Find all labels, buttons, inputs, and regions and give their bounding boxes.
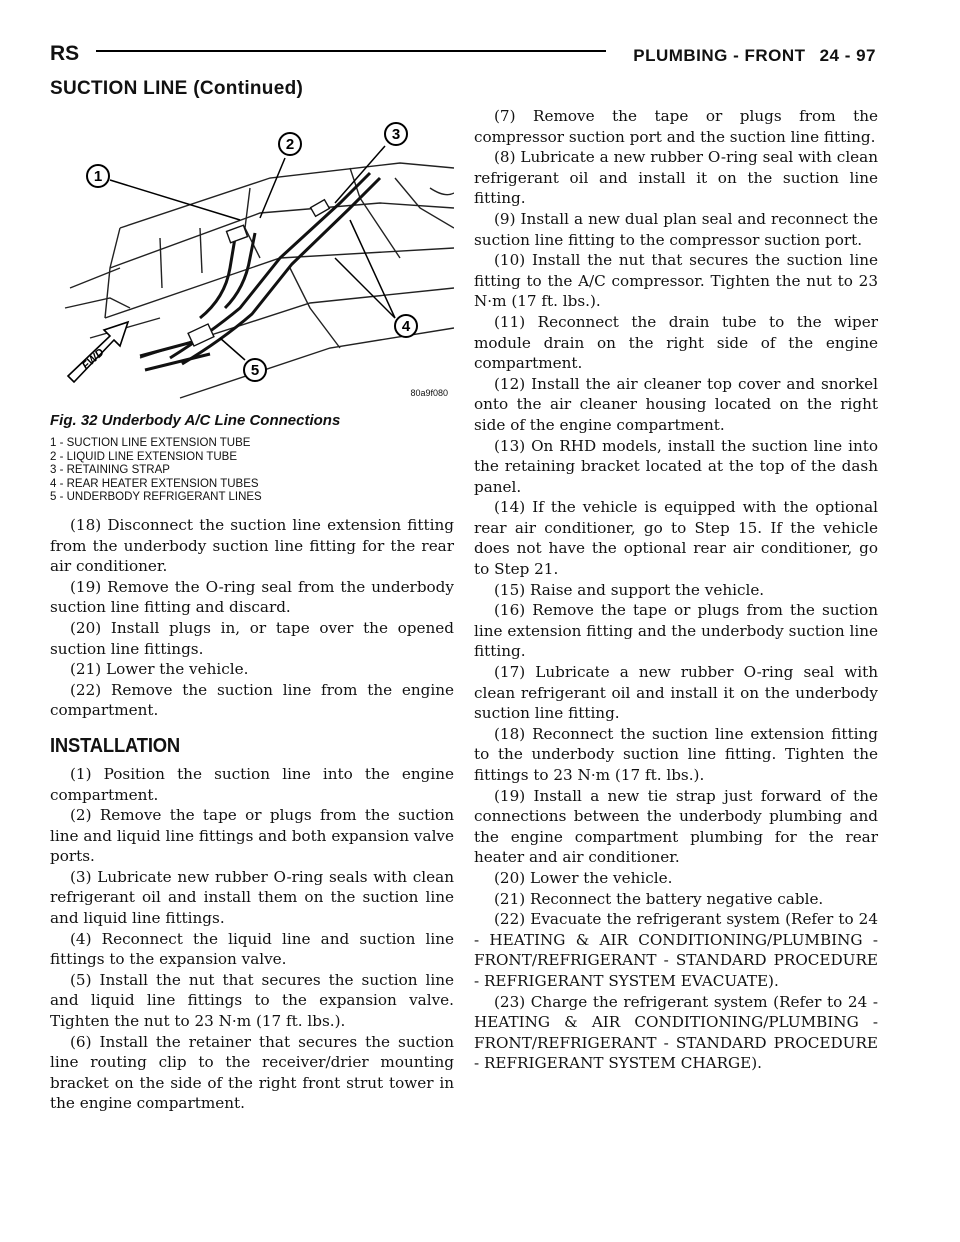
section-code: RS xyxy=(50,42,80,65)
step-paragraph: (23) Charge the refrigerant system (Refer to 24 - HEATING & AIR CONDITIONING/PLUMBING - FRONT/REFRIGERANT - STANDARD PROCEDURE - REFRIGERANT SYSTEM CHARGE). xyxy=(474,992,878,1073)
callout-1-label: 1 xyxy=(93,168,103,185)
step-paragraph: (10) Install the nut that secures the suction line fitting to the A/C compressor. Tighten the nut to 23 N·m (17 ft. lbs.). xyxy=(474,251,878,311)
step-paragraph: (15) Raise and support the vehicle. xyxy=(494,580,765,599)
callout-2-label: 2 xyxy=(285,136,295,153)
legend-item: 2 - LIQUID LINE EXTENSION TUBE xyxy=(50,450,238,463)
step-paragraph: (12) Install the air cleaner top cover and snorkel onto the air cleaner housing located on the right side of the engine compartment. xyxy=(474,374,878,434)
step-paragraph: (14) If the vehicle is equipped with the optional rear air conditioner, go to Step 15. If the vehicle does not have the optional rear air conditioner, go to Step 21. xyxy=(474,498,878,579)
callout-3-label: 3 xyxy=(391,126,401,143)
page-number: 24 - 97 xyxy=(819,46,876,65)
step-paragraph: (4) Reconnect the liquid line and suction line fittings to the expansion valve. xyxy=(50,929,454,969)
fwd-arrow-icon xyxy=(68,322,128,382)
left-column xyxy=(50,108,454,1114)
step-paragraph: (20) Lower the vehicle. xyxy=(494,868,673,887)
step-paragraph: (1) Position the suction line into the engine compartment. xyxy=(50,764,454,804)
legend-item: 3 - RETAINING STRAP xyxy=(50,464,170,477)
header-rule xyxy=(96,50,606,52)
fitting-upper xyxy=(226,225,247,242)
callout-5-label: 5 xyxy=(250,362,260,379)
step-paragraph: (17) Lubricate a new rubber O-ring seal with clean refrigerant oil and install it on the underbody suction line fitting. xyxy=(474,663,878,723)
fwd-label: FWD xyxy=(79,346,107,373)
installation-heading: INSTALLATION xyxy=(50,734,180,757)
legend-item: 5 - UNDERBODY REFRIGERANT LINES xyxy=(50,491,262,504)
step-paragraph: (11) Reconnect the drain tube to the wiper module drain on the right side of the engine compartment. xyxy=(474,312,878,373)
step-paragraph: (16) Remove the tape or plugs from the suction line extension fitting and the underbody suction line fitting. xyxy=(474,601,878,661)
removal-steps-continued xyxy=(50,515,454,721)
figure-caption: Fig. 32 Underbody A/C Line Connections xyxy=(50,412,341,429)
step-paragraph: (5) Install the nut that secures the suction line and liquid line fittings to the expansion valve. Tighten the nut to 23 N·m (17 ft. lbs.). xyxy=(50,970,454,1031)
step-paragraph: (6) Install the retainer that secures the suction line routing clip to the receiver/drier mounting bracket on the side of the right front strut tower in the engine compartment. xyxy=(50,1032,454,1113)
legend-item: 4 - REAR HEATER EXTENSION TUBES xyxy=(50,477,259,490)
step-paragraph: (19) Remove the O-ring seal from the underbody suction line fitting and discard. xyxy=(50,577,454,617)
step-paragraph: (8) Lubricate a new rubber O-ring seal with clean refrigerant oil and install it on the suction line fitting. xyxy=(474,148,878,208)
step-paragraph: (22) Evacuate the refrigerant system (Refer to 24 - HEATING & AIR CONDITIONING/PLUMBING - FRONT/REFRIGERANT - STANDARD PROCEDURE - REFRIGERANT SYSTEM EVACUATE). xyxy=(474,910,878,990)
right-column xyxy=(474,106,878,1074)
page-header xyxy=(50,36,876,72)
step-paragraph: (19) Install a new tie strap just forward of the connections between the underbody plumbing and the engine compartment plumbing for the rear heater and air conditioner. xyxy=(474,786,878,867)
step-paragraph: (21) Reconnect the battery negative cable. xyxy=(494,889,824,908)
step-paragraph: (9) Install a new dual plan seal and reconnect the suction line fitting to the compressor suction port. xyxy=(474,209,878,249)
underbody-diagram xyxy=(50,108,454,408)
step-paragraph: (21) Lower the vehicle. xyxy=(70,660,249,679)
step-paragraph: (2) Remove the tape or plugs from the suction line and liquid line fittings and both expansion valve ports. xyxy=(50,806,454,866)
step-paragraph: (7) Remove the tape or plugs from the compressor suction port and the suction line fitting. xyxy=(474,107,878,146)
figure-code: 80a9f080 xyxy=(410,388,448,398)
step-paragraph: (18) Reconnect the suction line extension fitting to the underbody suction line fitting. Tighten the fittings to 23 N·m (17 ft. lbs.). xyxy=(474,724,878,784)
fitting-lower xyxy=(188,324,214,346)
header-title xyxy=(633,46,876,66)
step-paragraph: (3) Lubricate new rubber O-ring seals with clean refrigerant oil and install them on the suction line and liquid line fittings. xyxy=(50,867,454,928)
step-paragraph: (18) Disconnect the suction line extension fitting from the underbody suction line fitting for the rear air conditioner. xyxy=(50,515,454,576)
callout-4-label: 4 xyxy=(401,318,411,335)
figure-underbody-ac-lines xyxy=(50,108,454,408)
continued-title: SUCTION LINE (Continued) xyxy=(50,78,304,99)
chapter-title: PLUMBING - FRONT xyxy=(633,46,806,65)
step-paragraph: (13) On RHD models, install the suction line into the retaining bracket located at the top of the dash panel. xyxy=(474,436,878,496)
legend-item: 1 - SUCTION LINE EXTENSION TUBE xyxy=(50,437,251,449)
step-paragraph: (20) Install plugs in, or tape over the opened suction line fittings. xyxy=(50,618,454,658)
figure-legend xyxy=(50,437,454,505)
installation-steps xyxy=(50,764,454,1114)
floor-edge-line xyxy=(120,163,454,228)
step-paragraph: (22) Remove the suction line from the engine compartment. xyxy=(50,680,454,720)
